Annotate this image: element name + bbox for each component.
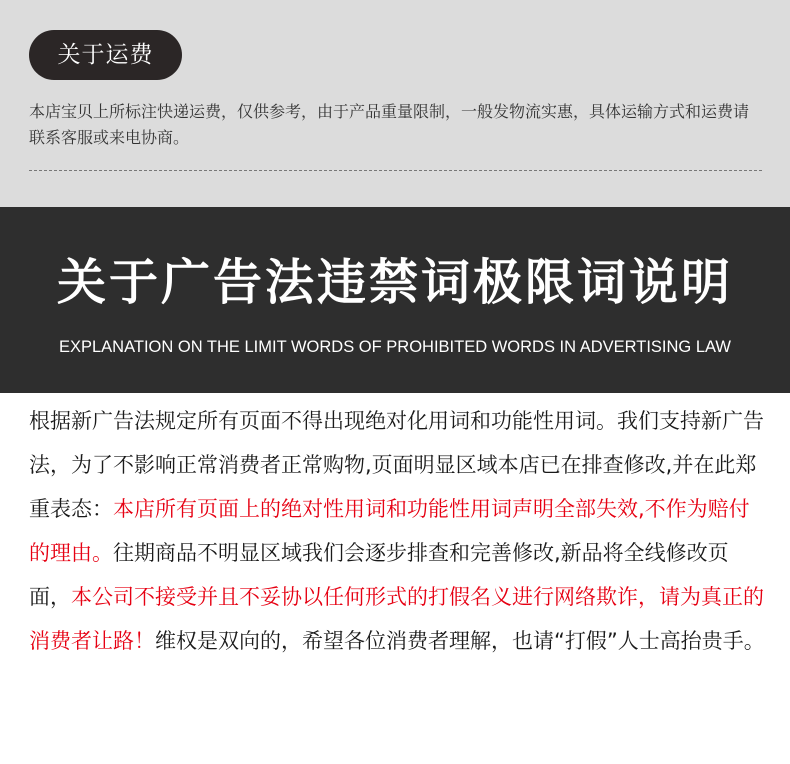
statement-part-5: 维权是双向的，希望各位消费者理解，也请“打假”人士高抬贵手。	[155, 629, 765, 653]
advertising-law-banner	[0, 207, 790, 393]
dashed-divider	[29, 170, 762, 171]
shipping-section	[0, 0, 790, 207]
shipping-title-badge: 关于运费	[29, 30, 182, 80]
banner-title: 关于广告法违禁词极限词说明	[56, 254, 733, 311]
statement-part-3: 往期商品不明显区域我们会逐步排查和完善修改,新品将全线修改页面，	[29, 541, 729, 609]
statement-highlight-1: 本店所有页面上的绝对性用词和功能性用词声明全部失效,不作为赔付的理由。	[29, 497, 750, 565]
banner-subtitle: EXPLANATION ON THE LIMIT WORDS OF PROHIBITED WORDS IN ADVERTISING LAW	[58, 338, 731, 356]
statement-text	[29, 399, 769, 663]
shipping-description: 本店宝贝上所标注快递运费，仅供参考，由于产品重量限制，一般发物流实惠，具体运输方式和运费请联系客服或来电协商。	[29, 102, 750, 147]
statement-highlight-2: 本公司不接受并且不妥协以任何形式的打假名义进行网络欺诈，请为真正的消费者让路！	[29, 585, 764, 653]
statement-part-1: 根据新广告法规定所有页面不得出现绝对化用词和功能性用词。我们支持新广告法，为了不影响正常消费者正常购物,页面明显区域本店已在排查修改,并在此郑重表态：	[29, 409, 764, 521]
